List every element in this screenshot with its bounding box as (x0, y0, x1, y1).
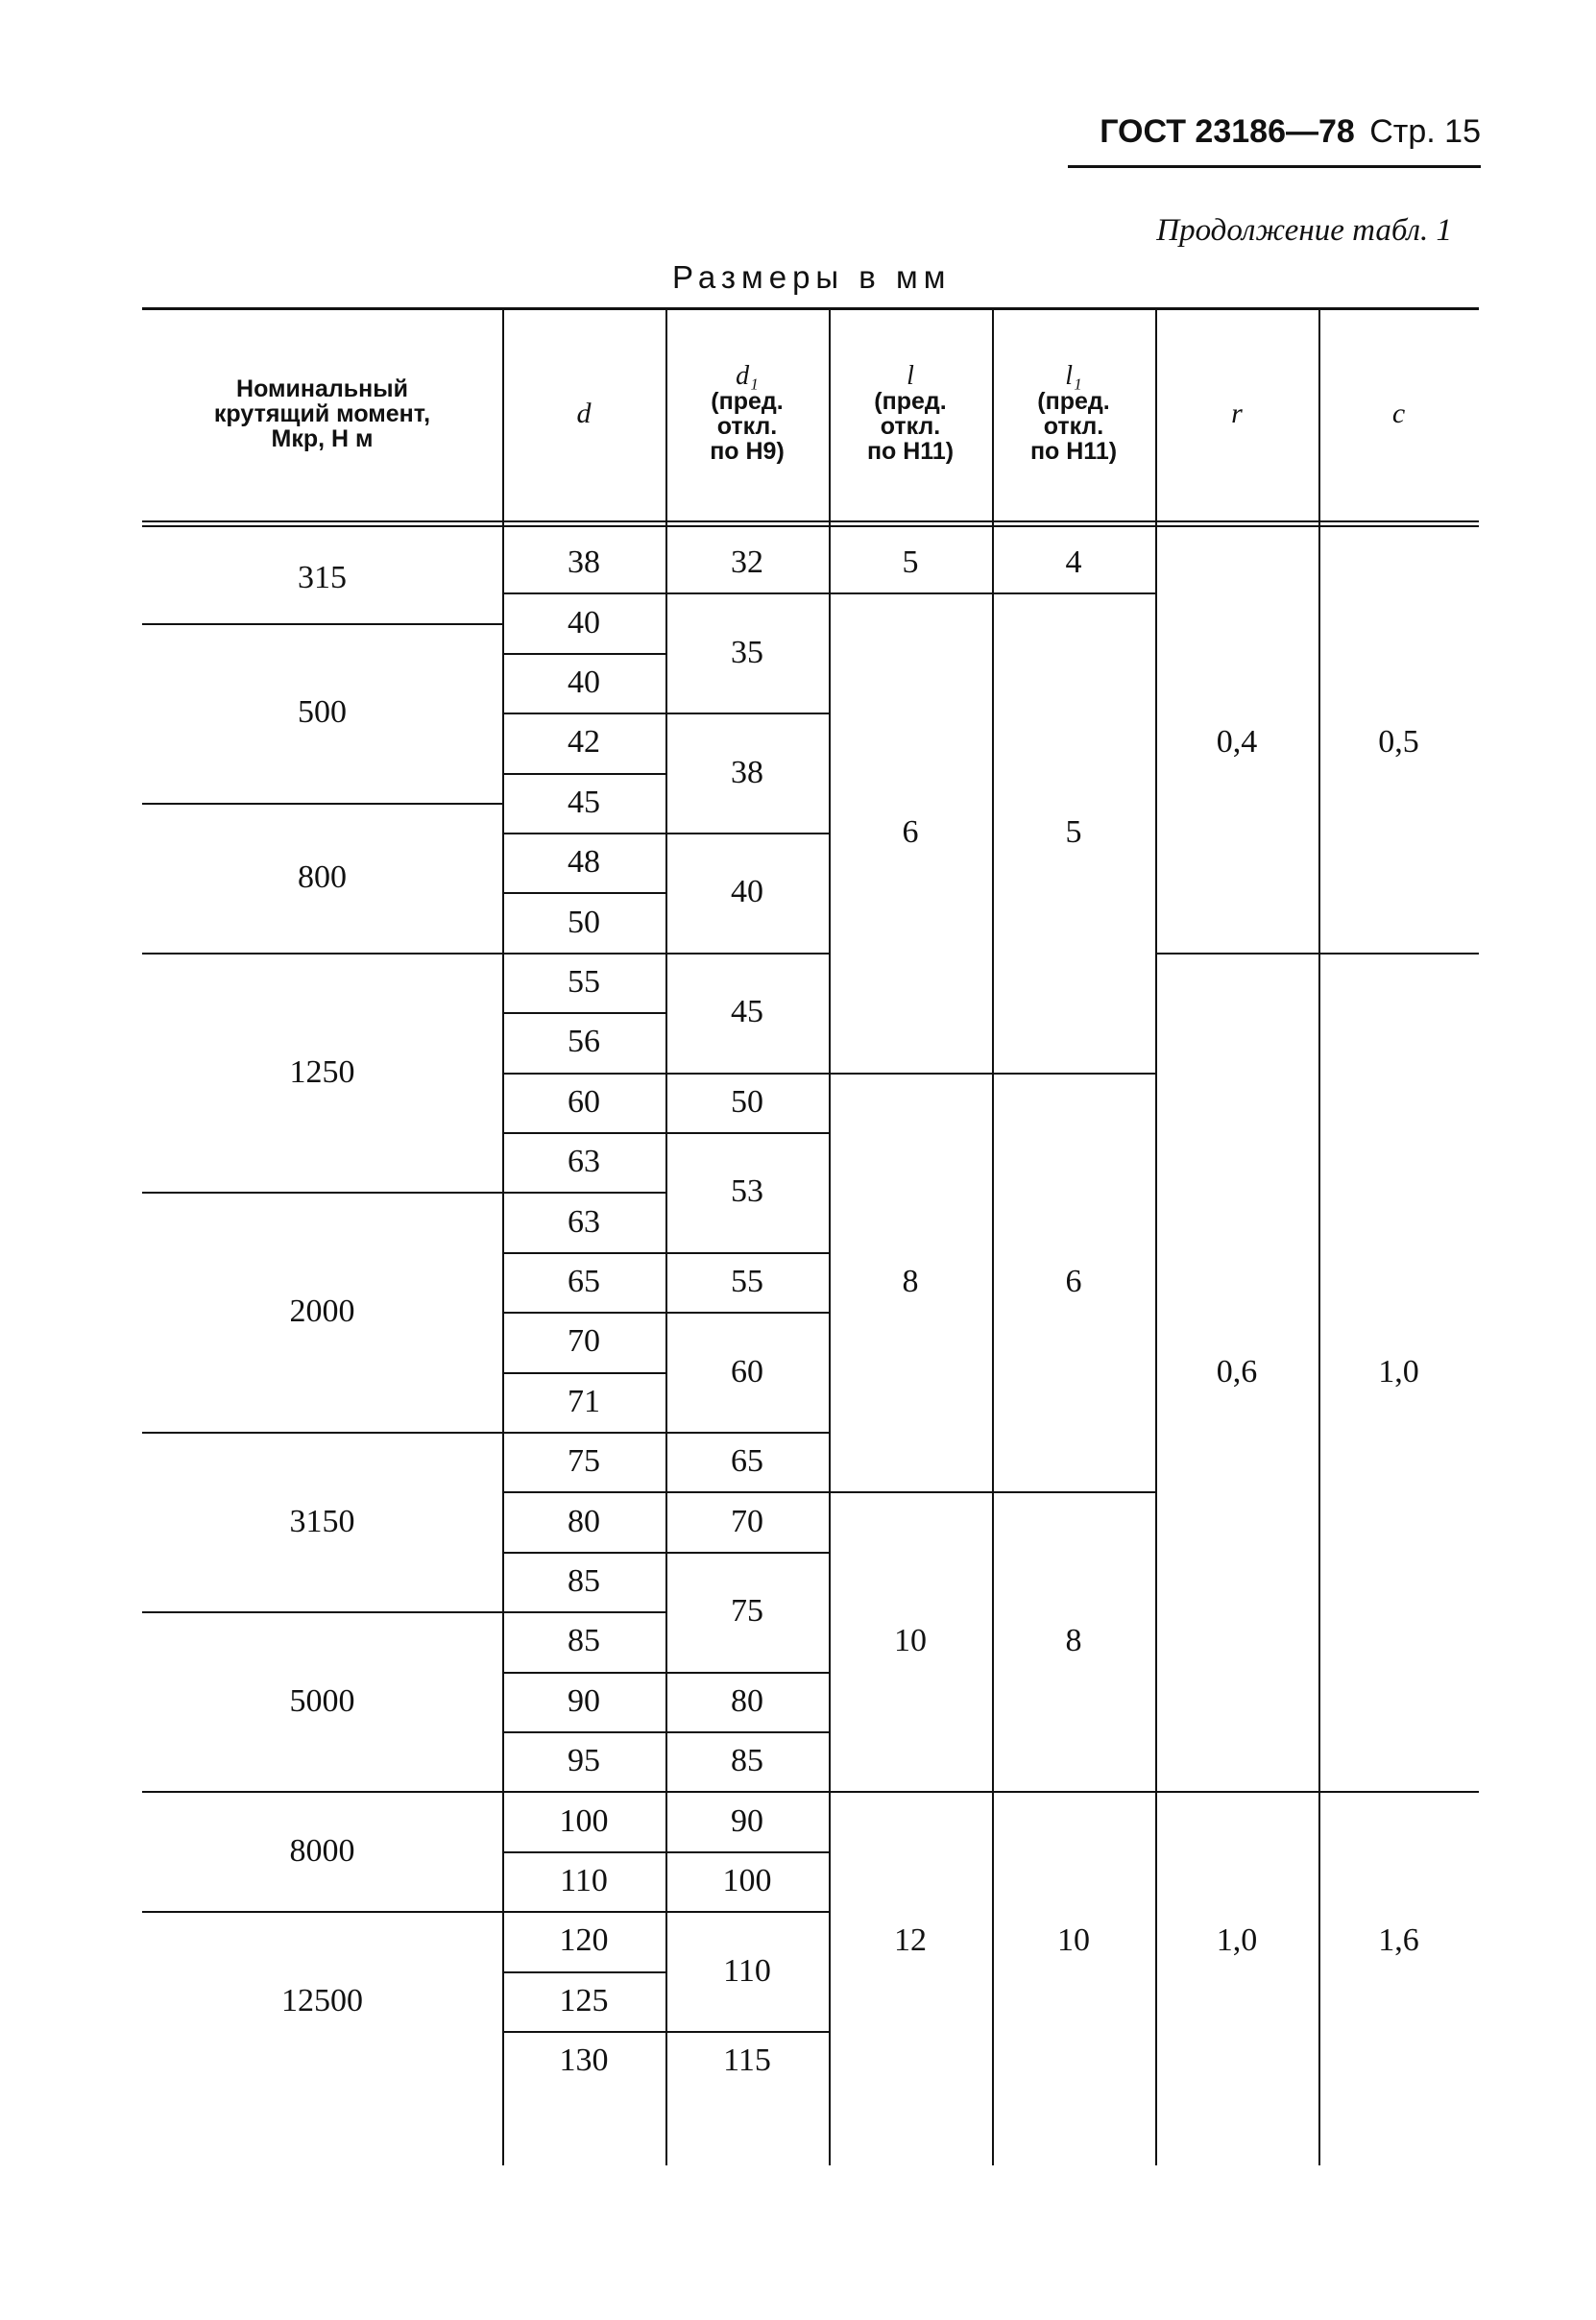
d-value: 63 (568, 1203, 600, 1240)
header-d-symbol: d (576, 398, 592, 429)
header-l-line: по H11) (866, 438, 955, 465)
header-l (829, 307, 992, 520)
page-number: Стр. 15 (1369, 113, 1481, 150)
header-r (1155, 307, 1318, 520)
r-value: 1,0 (1216, 1922, 1258, 1959)
l1-value: 4 (1065, 544, 1082, 581)
d1-value: 115 (723, 2042, 771, 2079)
d-value: 40 (568, 604, 600, 640)
l1-value: 6 (1065, 1263, 1082, 1299)
d1-value: 65 (731, 1443, 763, 1480)
d-value: 75 (568, 1443, 600, 1480)
header-d1-line: по H9) (710, 438, 785, 465)
d-value: 130 (559, 2042, 609, 2079)
torque-value: 3150 (289, 1503, 355, 1539)
header-separator-rule (142, 525, 1479, 527)
torque-value: 800 (298, 858, 347, 895)
torque-value: 5000 (289, 1682, 355, 1719)
standard-number: ГОСТ 23186—78 (1100, 113, 1355, 150)
r-value: 0,4 (1216, 724, 1258, 761)
d-value: 60 (568, 1083, 600, 1120)
d-value: 110 (560, 1862, 608, 1898)
d1-value: 45 (731, 994, 763, 1030)
c-value: 1,0 (1378, 1353, 1419, 1390)
l-value: 10 (894, 1623, 927, 1659)
page-header (1100, 113, 1481, 151)
d-value: 71 (568, 1383, 600, 1419)
d1-value: 75 (731, 1593, 763, 1630)
d1-value: 60 (731, 1353, 763, 1390)
d1-value: 80 (731, 1682, 763, 1719)
c-value: 1,6 (1378, 1922, 1419, 1959)
d-value: 63 (568, 1144, 600, 1180)
header-d1-line: d₁ (736, 361, 759, 391)
l1-value: 5 (1065, 813, 1082, 850)
d1-value: 38 (731, 754, 763, 790)
l-value: 5 (902, 544, 919, 581)
d1-value: 70 (731, 1503, 763, 1539)
d-value: 120 (559, 1922, 609, 1959)
d1-value: 85 (731, 1743, 763, 1779)
d1-value: 100 (722, 1862, 772, 1898)
header-l-line: откл. (880, 413, 941, 440)
header-torque-line: крутящий момент, (213, 400, 431, 427)
header-l1 (992, 307, 1155, 520)
header-torque (142, 307, 502, 520)
header-r-symbol: r (1231, 398, 1243, 429)
torque-value: 8000 (289, 1832, 355, 1869)
header-d (502, 307, 665, 520)
header-c (1318, 307, 1479, 520)
l-value: 12 (894, 1922, 927, 1959)
d1-value: 40 (731, 874, 763, 910)
torque-value: 12500 (281, 1982, 363, 2018)
l1-value: 8 (1065, 1623, 1082, 1659)
header-d1 (665, 307, 829, 520)
d-value: 42 (568, 724, 600, 761)
header-l-line: l (907, 361, 914, 391)
d1-value: 32 (731, 544, 763, 581)
l1-value: 10 (1057, 1922, 1090, 1959)
header-l1-line: по H11) (1029, 438, 1118, 465)
d-value: 95 (568, 1743, 600, 1779)
r-value: 0,6 (1216, 1353, 1258, 1390)
header-l1-line: l₁ (1065, 361, 1082, 391)
torque-value: 315 (298, 559, 347, 595)
d1-value: 55 (731, 1263, 763, 1299)
torque-value: 2000 (289, 1293, 355, 1330)
d-value: 65 (568, 1263, 600, 1299)
header-torque-line: Мкр, Н м (271, 425, 374, 452)
d-value: 48 (568, 844, 600, 881)
header-l1-line: откл. (1043, 413, 1104, 440)
torque-value: 500 (298, 694, 347, 731)
d-value: 125 (559, 1982, 609, 2018)
header-l-line: (пред. (874, 388, 947, 415)
d1-value: 110 (723, 1952, 771, 1989)
d-value: 85 (568, 1623, 600, 1659)
d1-value: 90 (731, 1802, 763, 1839)
dimensions-table (142, 307, 1479, 2165)
d-value: 55 (568, 963, 600, 1000)
header-c-symbol: c (1391, 398, 1406, 429)
header-d1-line: (пред. (711, 388, 784, 415)
d1-value: 50 (731, 1083, 763, 1120)
header-d1-line: откл. (716, 413, 778, 440)
header-rule (1068, 165, 1481, 168)
torque-value: 1250 (289, 1053, 355, 1090)
d-value: 90 (568, 1682, 600, 1719)
d-value: 70 (568, 1323, 600, 1360)
header-torque-line: Номинальный (236, 375, 408, 402)
header-l1-line: (пред. (1037, 388, 1110, 415)
d-value: 40 (568, 664, 600, 700)
d-value: 80 (568, 1503, 600, 1539)
c-value: 0,5 (1378, 724, 1419, 761)
d-value: 50 (568, 904, 600, 940)
table-continuation-note: Продолжение табл. 1 (1156, 213, 1452, 248)
d-value: 85 (568, 1562, 600, 1599)
d-value: 100 (559, 1802, 609, 1839)
d-value: 38 (568, 544, 600, 581)
d-value: 45 (568, 784, 600, 820)
l-value: 8 (902, 1263, 919, 1299)
d1-value: 53 (731, 1173, 763, 1210)
d-value: 56 (568, 1024, 600, 1060)
d1-value: 35 (731, 634, 763, 670)
units-note: Размеры в мм (672, 259, 952, 295)
header-separator-rule (142, 520, 1479, 522)
l-value: 6 (902, 813, 919, 850)
